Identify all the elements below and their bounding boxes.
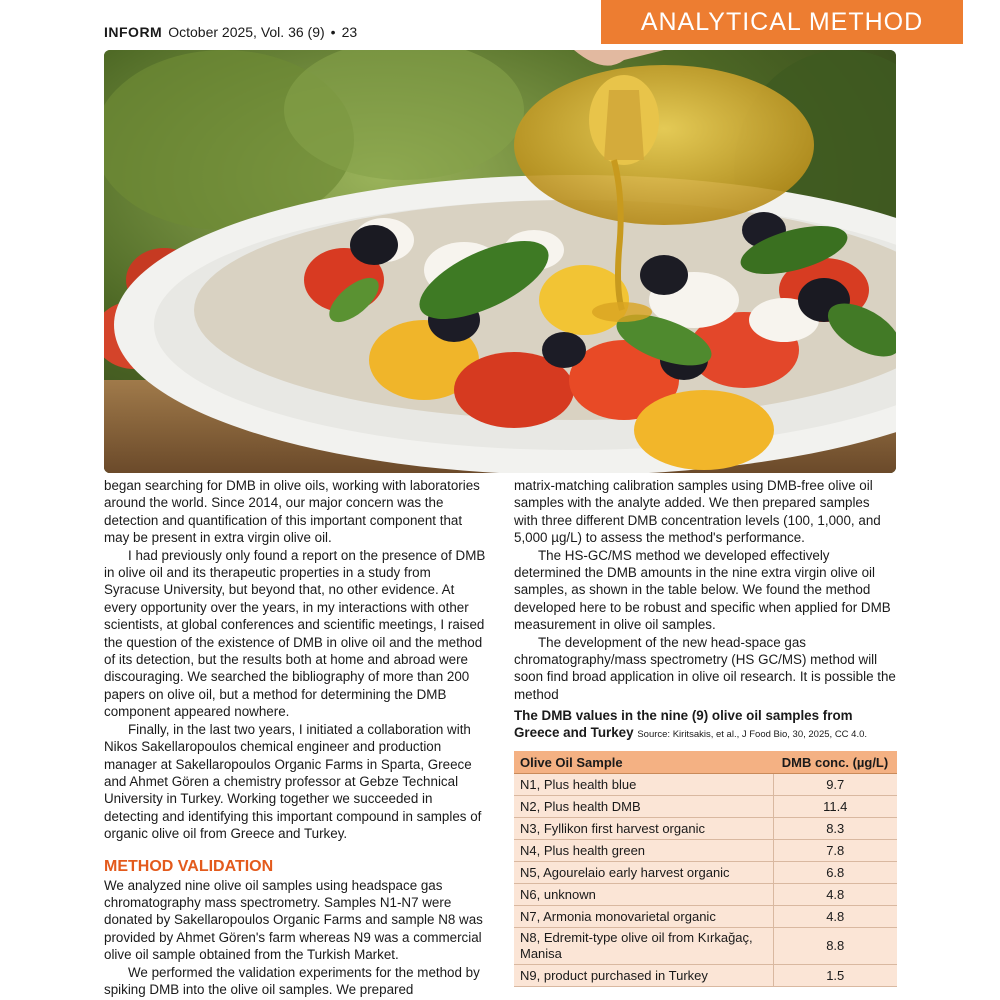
sample-cell: N8, Edremit-type olive oil from Kırkağaç, Manisa bbox=[514, 928, 773, 965]
dmb-cell: 1.5 bbox=[773, 965, 897, 987]
section-banner: ANALYTICAL METHOD bbox=[601, 0, 963, 44]
table-title: The DMB values in the nine (9) olive oil samples from Greece and Turkey bbox=[514, 708, 853, 740]
sample-cell: N1, Plus health blue bbox=[514, 774, 773, 796]
column-header-sample: Olive Oil Sample bbox=[514, 751, 773, 774]
body-paragraph: We performed the validation experiments for the method by spiking DMB into the olive oil samples. We prepared bbox=[104, 964, 480, 997]
sample-cell: N5, Agourelaio early harvest organic bbox=[514, 862, 773, 884]
right-column bbox=[514, 477, 896, 703]
table-row bbox=[514, 840, 897, 862]
sample-cell: N9, product purchased in Turkey bbox=[514, 965, 773, 987]
table-row bbox=[514, 884, 897, 906]
body-paragraph: Finally, in the last two years, I initiated a collaboration with Nikos Sakellaropoulos chemical engineer and production manager at Sakellaropoulos Organic Farms in Sparta, Greece and Ahmet Gören a chemistry professor at Gebze Technical University in Turkey. Working together we succeeded in detecting and identifying this important compound in samples of organic olive oil from Greece and Turkey. bbox=[104, 721, 482, 842]
table-source: Source: Kiritsakis, et al., J Food Bio, 30, 2025, CC 4.0. bbox=[637, 729, 868, 740]
sample-cell: N3, Fyllikon first harvest organic bbox=[514, 818, 773, 840]
body-paragraph: I had previously only found a report on the presence of DMB in olive oil and its therapeutic properties in a study from Syracuse University, but beyond that, no other evidence. At every opportunity over the years, in my interactions with other scientists, at global conferences and scientific meetings, I raised the question of the existence of DMB in olive oil and the method of its detection, but the results both at home and abroad were discouraging. We searched the bibliography of more than 200 papers on olive oil, but a method for determining the DMB component appeared nowhere. bbox=[104, 547, 486, 720]
dmb-cell: 8.3 bbox=[773, 818, 897, 840]
table-row bbox=[514, 774, 897, 796]
section-heading: METHOD VALIDATION bbox=[104, 857, 274, 875]
table-row bbox=[514, 928, 897, 965]
salad-oil-illustration bbox=[104, 50, 896, 473]
column-header-dmb: DMB conc. (µg/L) bbox=[773, 751, 897, 774]
hero-photo bbox=[104, 50, 896, 473]
folio-separator: • bbox=[330, 24, 336, 40]
body-paragraph: The development of the new head-space gas chromatography/mass spectrometry (HS GC/MS) method will soon find broad application in olive oil research. It is possible the method bbox=[514, 634, 896, 702]
dmb-cell: 4.8 bbox=[773, 906, 897, 928]
page-folio bbox=[104, 24, 357, 40]
page-number: 23 bbox=[341, 24, 358, 40]
dmb-cell: 11.4 bbox=[773, 796, 897, 818]
left-column bbox=[104, 477, 488, 998]
sample-cell: N6, unknown bbox=[514, 884, 773, 906]
issue-info: October 2025, Vol. 36 (9) bbox=[168, 24, 325, 40]
dmb-cell: 9.7 bbox=[773, 774, 897, 796]
body-paragraph: matrix-matching calibration samples using DMB-free olive oil samples with the analyte added. We then prepared samples with three different DMB concentration levels (100, 1,000, and 5,000 µg/L) to assess the method's performance. bbox=[514, 478, 881, 546]
dmb-cell: 6.8 bbox=[773, 862, 897, 884]
dmb-cell: 7.8 bbox=[773, 840, 897, 862]
table-row bbox=[514, 862, 897, 884]
body-paragraph: began searching for DMB in olive oils, working with laboratories around the world. Since 2014, our major concern was the detection and quantification of this important component that may be present in extra virgin olive oil. bbox=[104, 478, 480, 546]
dmb-cell: 8.8 bbox=[773, 928, 897, 965]
table-header-row bbox=[514, 751, 897, 774]
table-row bbox=[514, 965, 897, 987]
sample-cell: N4, Plus health green bbox=[514, 840, 773, 862]
table-row bbox=[514, 796, 897, 818]
table-row bbox=[514, 818, 897, 840]
dmb-table bbox=[514, 751, 897, 987]
magazine-name: INFORM bbox=[104, 24, 163, 40]
body-paragraph: The HS-GC/MS method we developed effectively determined the DMB amounts in the nine extra virgin olive oil samples, as shown in the table below. We found the method developed here to be robust and specific when applied for DMB measurement in olive oil samples. bbox=[514, 547, 891, 633]
table-caption bbox=[514, 707, 898, 743]
sample-cell: N2, Plus health DMB bbox=[514, 796, 773, 818]
table-row bbox=[514, 906, 897, 928]
body-paragraph: We analyzed nine olive oil samples using headspace gas chromatography mass spectrometry. Samples N1-N7 were donated by Sakellaropoulos Organic Farms and sample N8 was provided by Ahmet Gören's farm whereas N9 was a commercial olive oil sample obtained from the Turkish Market. bbox=[104, 877, 483, 963]
dmb-cell: 4.8 bbox=[773, 884, 897, 906]
sample-cell: N7, Armonia monovarietal organic bbox=[514, 906, 773, 928]
